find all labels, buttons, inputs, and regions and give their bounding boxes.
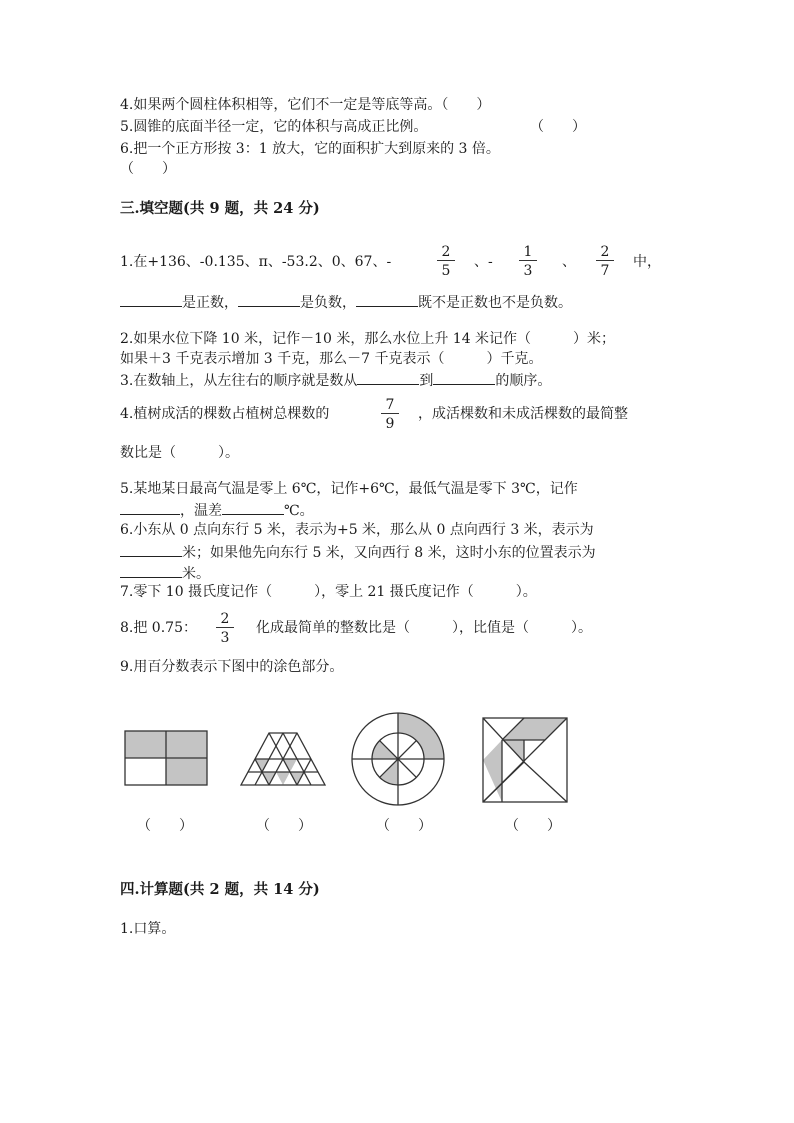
answer-blank[interactable] bbox=[120, 292, 182, 307]
answer-blank[interactable] bbox=[433, 370, 495, 385]
figure4-answer[interactable]: （ ） bbox=[505, 818, 561, 834]
fill-q6-c: 米。 bbox=[182, 566, 210, 582]
figure2-answer[interactable]: （ ） bbox=[256, 818, 312, 834]
judge-q6: 6.把一个正方形按 3：1 放大，它的面积扩大到原来的 3 倍。 bbox=[120, 141, 500, 157]
fill-q2-line1: 2.如果水位下降 10 米，记作－10 米，那么水位上升 14 米记作（ ）米； bbox=[120, 331, 616, 347]
fill-q4-b: ，成活棵数和未成活棵数的最简整 bbox=[418, 406, 628, 422]
fill-q9: 9.用百分数表示下图中的涂色部分。 bbox=[120, 659, 344, 675]
fraction-denominator: 9 bbox=[385, 416, 395, 432]
answer-blank[interactable] bbox=[222, 500, 284, 515]
fill-q5-c: ℃。 bbox=[284, 503, 314, 519]
fraction-7-9 bbox=[381, 397, 399, 432]
figure-trapezoid bbox=[238, 731, 328, 787]
shaded-cell bbox=[166, 758, 207, 785]
shaded-cell bbox=[255, 759, 269, 772]
fill-q1-suffix: 中， bbox=[633, 254, 661, 270]
fill-q5-line2 bbox=[120, 500, 314, 520]
fraction-denominator: 3 bbox=[220, 630, 230, 646]
fill-q1-part2: 是负数， bbox=[300, 295, 356, 311]
shaded-cell bbox=[166, 731, 207, 758]
fraction-numerator: 2 bbox=[596, 244, 614, 261]
fill-q1-part1: 是正数， bbox=[182, 295, 238, 311]
section3-heading: 三.填空题(共 9 题，共 24 分) bbox=[120, 200, 320, 217]
fill-q5-b: ，温差 bbox=[180, 503, 222, 519]
fill-q6-line1: 6.小东从 0 点向东行 5 米，表示为+5 米，那么从 0 点向西行 3 米，表示为 bbox=[120, 522, 594, 538]
fraction-denominator: 3 bbox=[523, 263, 533, 279]
shaded-cell bbox=[372, 741, 398, 759]
fill-q3-a: 3.在数轴上，从左往右的顺序就是数从 bbox=[120, 373, 358, 389]
fill-q1-line2 bbox=[120, 292, 572, 312]
shaded-cell bbox=[502, 718, 567, 740]
figure1-answer[interactable]: （ ） bbox=[137, 818, 193, 834]
fill-q4-line2: 数比是（ ）。 bbox=[120, 445, 239, 461]
figure-rectangle bbox=[124, 730, 208, 786]
judge-q4: 4.如果两个圆柱体积相等，它们不一定是等底等高。（ ） bbox=[120, 97, 491, 113]
answer-blank[interactable] bbox=[120, 542, 182, 557]
judge-q5-paren: （ ） bbox=[530, 119, 586, 135]
fraction-denominator: 5 bbox=[441, 263, 451, 279]
fill-q4-a: 4.植树成活的棵数占植树总棵数的 bbox=[120, 406, 330, 422]
grid-line bbox=[524, 762, 567, 802]
fill-q8-b: 化成最简单的整数比是（ ），比值是（ ）。 bbox=[256, 620, 592, 636]
fill-q1-prefix: 1.在+136、-0.135、π、-53.2、0、67、- bbox=[120, 254, 392, 270]
fill-q8-a: 8.把 0.75： bbox=[120, 620, 197, 636]
fill-q2-line2: 如果＋3 千克表示增加 3 千克，那么－7 千克表示（ ）千克。 bbox=[120, 351, 543, 367]
fill-q1-sep2: 、 bbox=[562, 254, 576, 270]
answer-blank[interactable] bbox=[357, 370, 419, 385]
calc-q1: 1.口算。 bbox=[120, 921, 176, 937]
fraction-numerator: 2 bbox=[437, 244, 455, 261]
section4-heading: 四.计算题(共 2 题，共 14 分) bbox=[120, 881, 320, 898]
fraction-numerator: 1 bbox=[519, 244, 537, 261]
judge-q5: 5.圆锥的底面半径一定，它的体积与高成正比例。 bbox=[120, 119, 428, 135]
answer-blank[interactable] bbox=[120, 500, 180, 515]
fraction-2-7 bbox=[596, 244, 614, 279]
fraction-denominator: 7 bbox=[600, 263, 610, 279]
fill-q1-part3: 既不是正数也不是负数。 bbox=[418, 295, 572, 311]
fill-q3 bbox=[120, 370, 551, 390]
answer-blank[interactable] bbox=[238, 292, 300, 307]
shaded-cell bbox=[276, 772, 290, 785]
figure-circle bbox=[350, 711, 446, 807]
answer-blank[interactable] bbox=[356, 292, 418, 307]
fill-q3-b: 到 bbox=[419, 373, 434, 389]
fraction-numerator: 2 bbox=[216, 611, 234, 628]
figure3-answer[interactable]: （ ） bbox=[376, 818, 432, 834]
fill-q1-sep1: 、- bbox=[474, 254, 493, 270]
fraction-2-5 bbox=[437, 244, 455, 279]
judge-q6-paren: （ ） bbox=[120, 161, 176, 177]
fill-q6-b: 米；如果他先向东行 5 米，又向西行 8 米，这时小东的位置表示为 bbox=[182, 545, 596, 561]
shaded-cell bbox=[125, 731, 166, 758]
fraction-2-3 bbox=[216, 611, 234, 646]
shaded-cell bbox=[283, 759, 297, 772]
fill-q6-line2 bbox=[120, 542, 596, 562]
answer-blank[interactable] bbox=[120, 563, 182, 578]
fill-q6-line3 bbox=[120, 563, 210, 583]
shaded-cell bbox=[262, 772, 276, 785]
shaded-cell bbox=[290, 772, 304, 785]
fill-q7: 7.零下 10 摄氏度记作（ ），零上 21 摄氏度记作（ ）。 bbox=[120, 584, 537, 600]
figure-square bbox=[481, 716, 569, 804]
fill-q3-c: 的顺序。 bbox=[495, 373, 552, 389]
shaded-cell bbox=[380, 759, 398, 785]
fraction-numerator: 7 bbox=[381, 397, 399, 414]
fraction-1-3 bbox=[519, 244, 537, 279]
fill-q5-line1: 5.某地某日最高气温是零上 6℃，记作+6℃，最低气温是零下 3℃，记作 bbox=[120, 481, 578, 497]
